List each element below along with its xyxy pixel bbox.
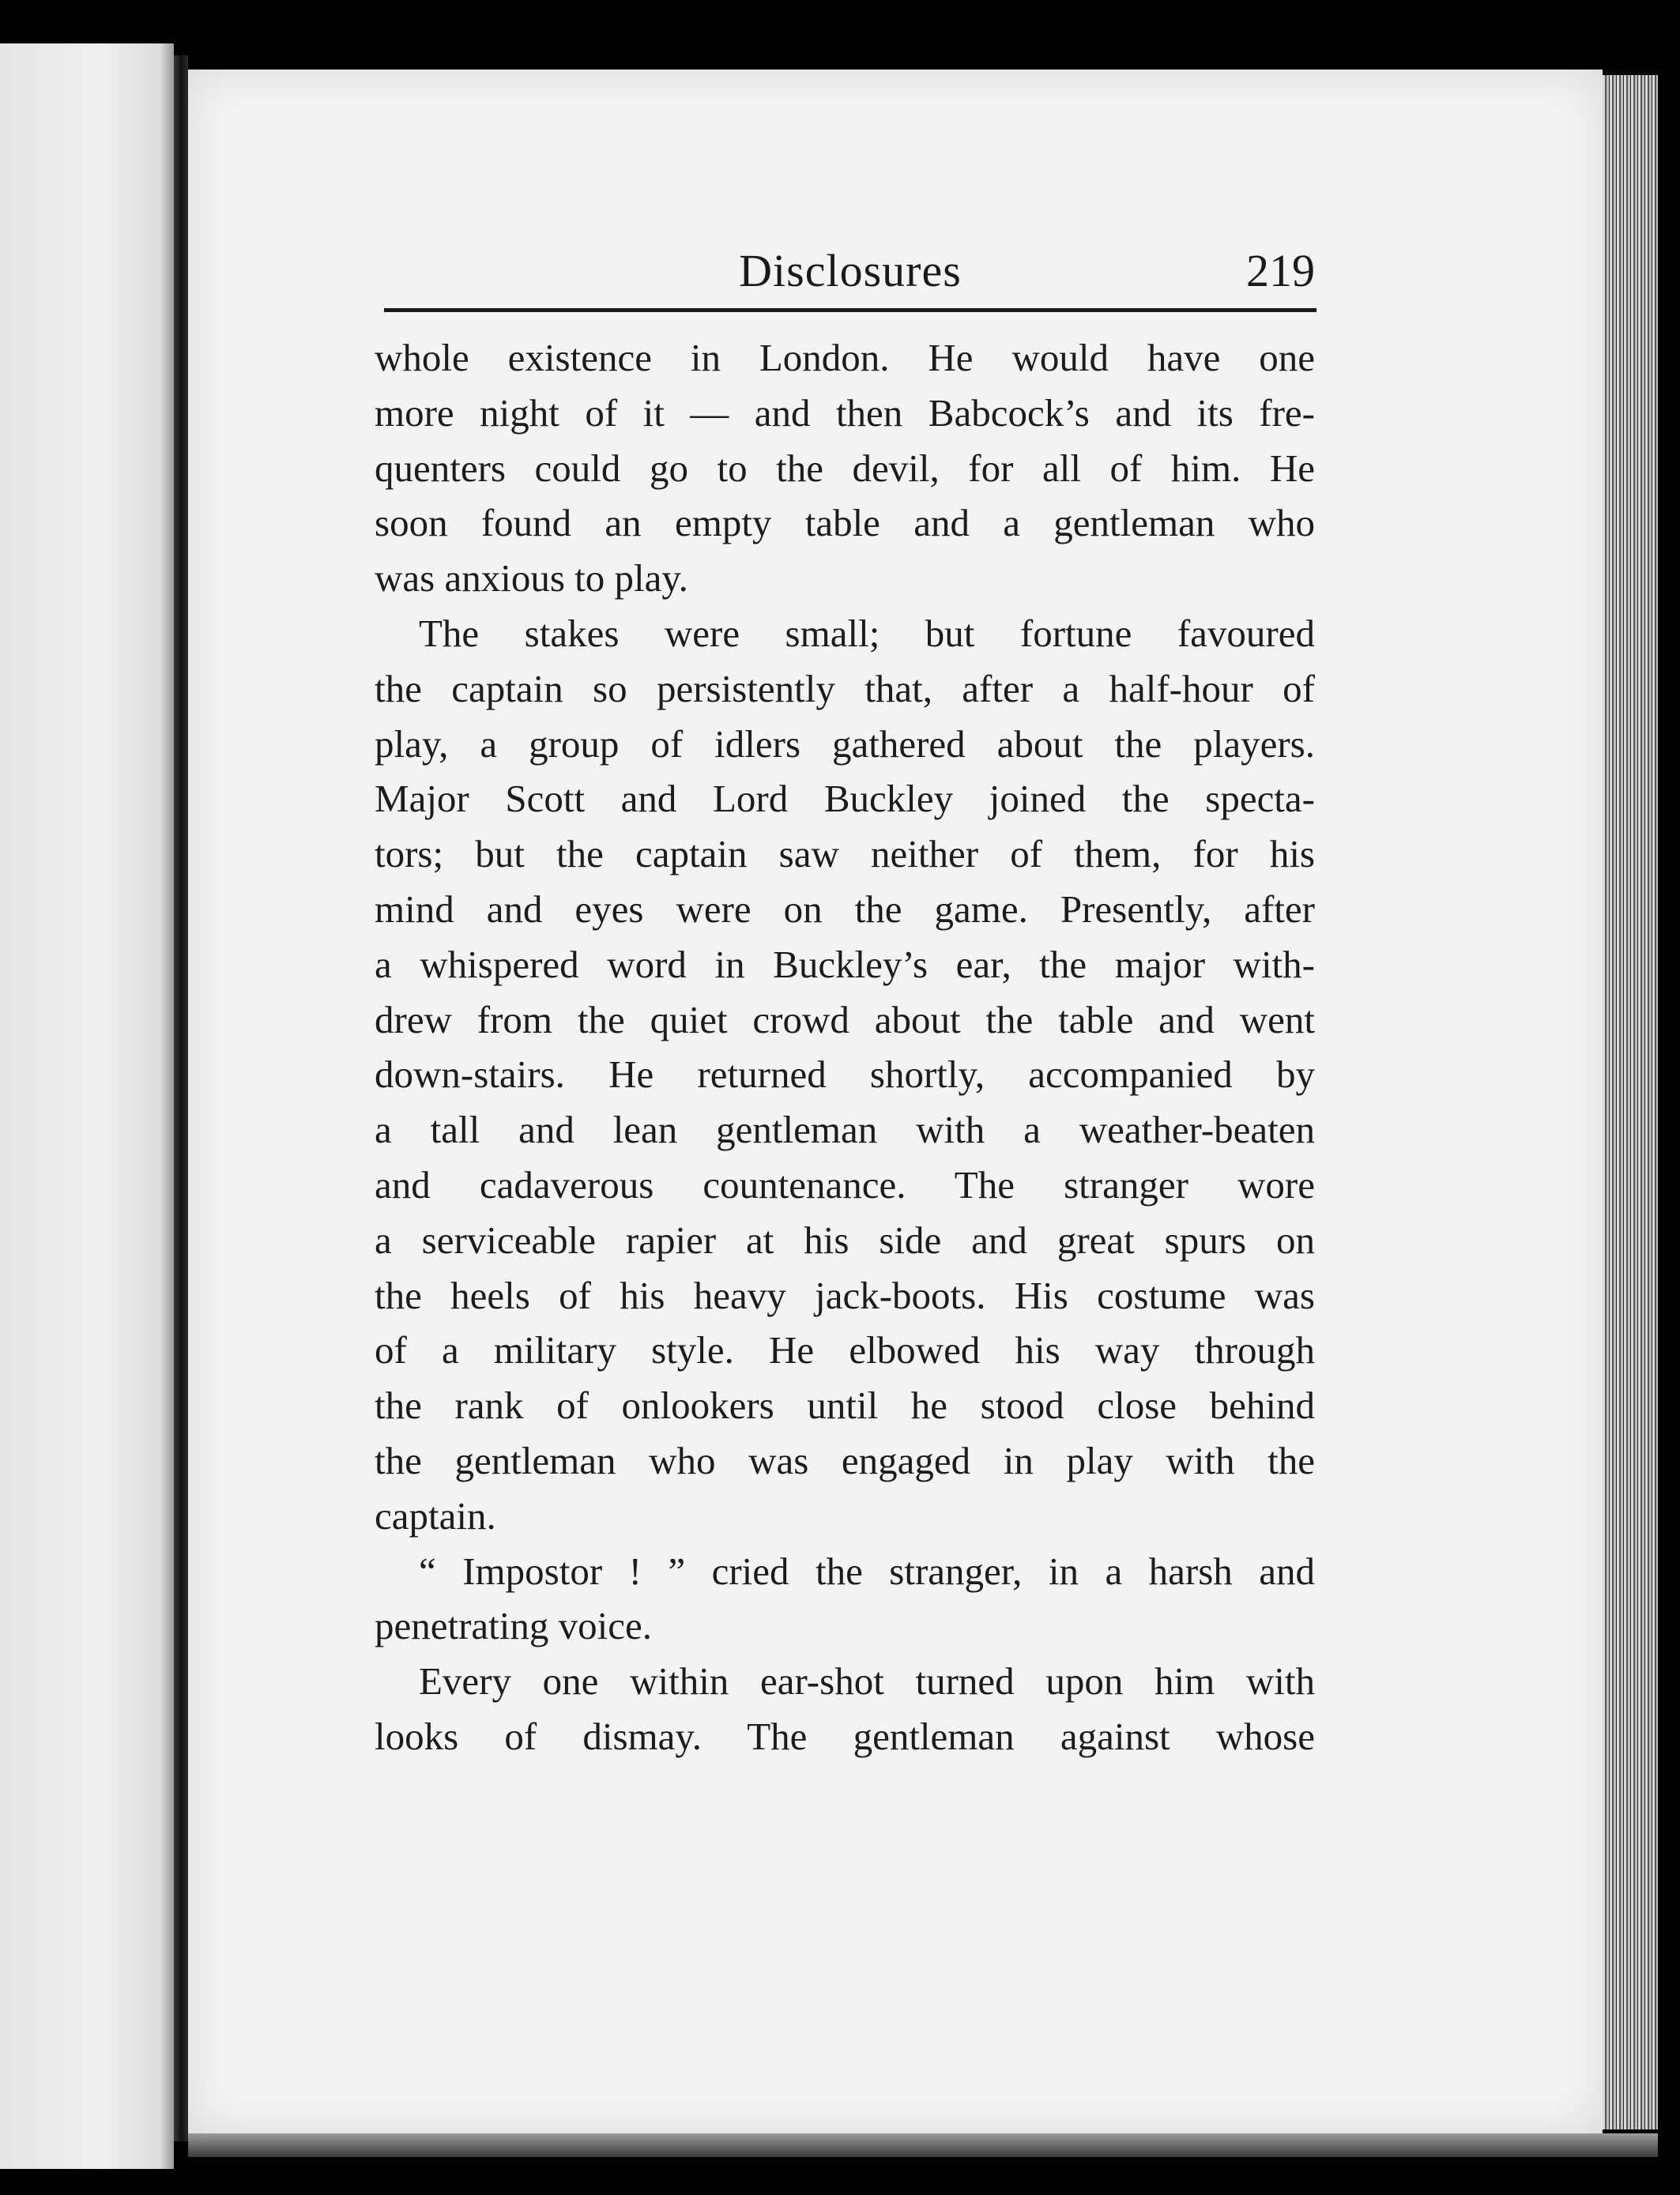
text-line: the captain so persistently that, after a half-hour of [375, 666, 1315, 710]
text-line: more night of it — and then Babcock’s and its fre- [375, 390, 1315, 435]
text-line: a whispered word in Buckley’s ear, the major with- [375, 942, 1315, 986]
text-line: Major Scott and Lord Buckley joined the specta- [375, 777, 1315, 821]
text-line: play, a group of idlers gathered about the players. [375, 721, 1315, 766]
previous-page-edge [0, 43, 174, 2169]
text-line: captain. [375, 1493, 496, 1538]
text-line: soon found an empty table and a gentleman who [375, 501, 1315, 545]
text-line: and cadaverous countenance. The stranger wore [375, 1162, 1315, 1207]
text-line: The stakes were small; but fortune favoured [419, 611, 1315, 655]
text-line: was anxious to play. [375, 556, 688, 601]
text-line: of a military style. He elbowed his way through [375, 1328, 1315, 1372]
text-line: penetrating voice. [375, 1604, 653, 1648]
body-text [375, 330, 1315, 1764]
text-line: quenters could go to the devil, for all of him. He [375, 446, 1315, 490]
text-line: the heels of his heavy jack-boots. His costume was [375, 1273, 1315, 1317]
text-line: looks of dismay. The gentleman against whose [375, 1714, 1315, 1758]
book-gutter [174, 55, 188, 2141]
text-line: whole existence in London. He would have one [375, 336, 1315, 379]
bottom-edge [188, 2133, 1658, 2157]
page-number: 219 [1246, 245, 1315, 296]
text-line: the gentleman who was engaged in play with the [375, 1438, 1315, 1482]
page-edges [1603, 75, 1658, 2129]
text-line: the rank of onlookers until he stood close behind [375, 1384, 1315, 1428]
text-line: “ Impostor ! ” cried the stranger, in a harsh and [419, 1549, 1315, 1593]
running-head [384, 237, 1317, 310]
chapter-title: Disclosures [739, 245, 962, 296]
text-line: a tall and lean gentleman with a weather-beaten [375, 1108, 1315, 1152]
text-line: down-stairs. He returned shortly, accompanied by [375, 1052, 1315, 1097]
text-line: mind and eyes were on the game. Presently, after [375, 887, 1315, 931]
text-line: a serviceable rapier at his side and great spurs on [375, 1218, 1315, 1262]
text-line: drew from the quiet crowd about the table and went [375, 997, 1315, 1041]
text-line: tors; but the captain saw neither of them, for his [375, 832, 1315, 876]
text-line: Every one within ear-shot turned upon him with [419, 1659, 1315, 1704]
header-rule [384, 308, 1317, 312]
